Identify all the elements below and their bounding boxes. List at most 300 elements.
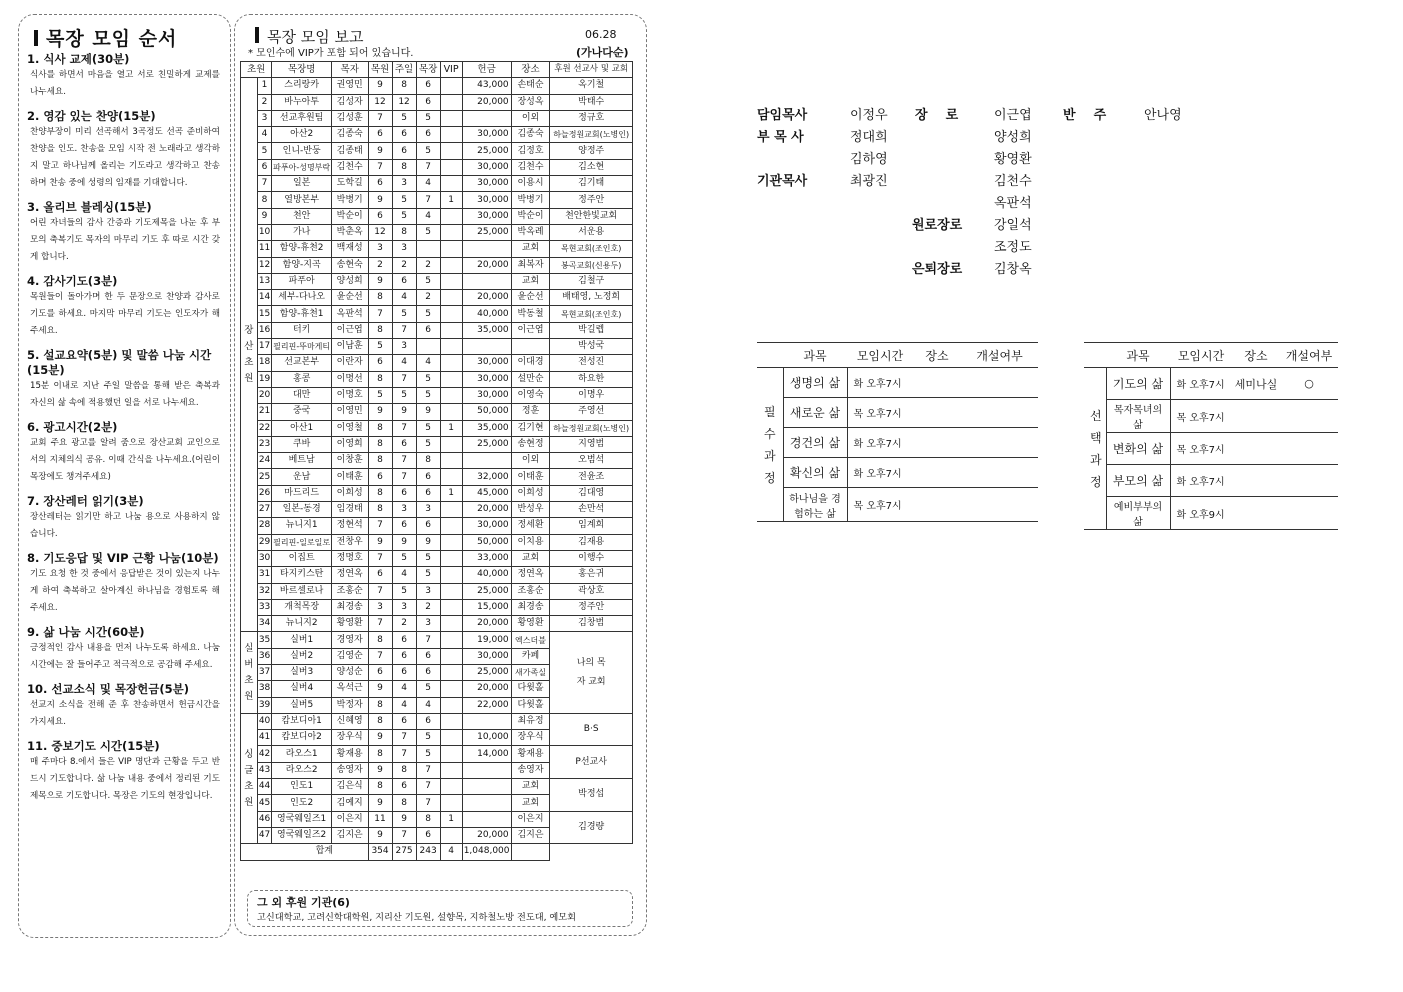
sunday-count: 7: [392, 322, 416, 338]
support-missionary: 하늘정원교회(노병인): [550, 127, 633, 143]
order-item-heading: 1. 식사 교제(30분): [27, 52, 130, 66]
course-time: 화 오후7시: [1170, 368, 1232, 400]
course-open: [961, 428, 1038, 458]
row-number: 45: [257, 795, 272, 811]
leader-name: 박정자: [331, 697, 368, 713]
members-count: 7: [368, 159, 392, 175]
mokjang-name: 실버3: [272, 664, 332, 680]
mokjang-name: 필리핀-뚜마게티: [272, 339, 332, 355]
meeting-place: 박동철: [511, 306, 550, 322]
report-row: [241, 583, 633, 599]
row-number: 11: [257, 241, 272, 257]
leader-name: 정현석: [331, 518, 368, 534]
order-item-heading: 3. 올리브 블레싱(15분): [27, 200, 152, 214]
row-number: 29: [257, 534, 272, 550]
row-number: 7: [257, 176, 272, 192]
offering-amount: 30,000: [462, 518, 511, 534]
members-count: 8: [368, 420, 392, 436]
leader-name: 이은지: [331, 811, 368, 827]
order-item: [27, 551, 220, 617]
mokjang-count: 6: [416, 469, 440, 485]
row-number: 15: [257, 306, 272, 322]
sunday-count: 8: [392, 762, 416, 778]
support-missionary: 옥기철: [550, 78, 633, 94]
report-row: [241, 94, 633, 110]
order-item-desc: 찬양부장이 미리 선곡해서 3곡정도 선곡 준비하여 찬양을 인도. 찬송을 모임 시작 전 노래라고 생각하지 말고 하나님께 올리는 기도라고 생각하고 찬송하며 찬송 중에 성령의 임재를 기대합니다.: [30, 127, 220, 188]
mokjang-name: 영국웨일즈1: [272, 811, 332, 827]
offering-amount: 43,000: [462, 78, 511, 94]
offering-amount: 20,000: [462, 681, 511, 697]
order-item-heading: 2. 영감 있는 찬양(15분): [27, 109, 156, 123]
row-number: 10: [257, 224, 272, 240]
mokjang-count: 5: [416, 306, 440, 322]
leader-name: 김종태: [331, 143, 368, 159]
mokjang-count: 6: [416, 648, 440, 664]
meeting-place: 황영환: [511, 616, 550, 632]
course-place: [913, 398, 961, 428]
vip-count: [440, 176, 462, 192]
support-missionary: 정주안: [550, 599, 633, 615]
course-header: 과목: [783, 343, 847, 368]
sunday-count: 7: [392, 453, 416, 469]
members-count: 5: [368, 387, 392, 403]
members-count: 9: [368, 534, 392, 550]
offering-amount: 40,000: [462, 306, 511, 322]
members-count: 5: [368, 339, 392, 355]
offering-amount: 20,000: [462, 502, 511, 518]
course-open: [961, 458, 1038, 488]
report-row: [241, 339, 633, 355]
total-vip: 4: [440, 844, 462, 860]
row-number: 37: [257, 664, 272, 680]
members-count: 9: [368, 404, 392, 420]
mokjang-count: 5: [416, 143, 440, 159]
support-missionary: 이행수: [550, 550, 633, 566]
leader-name: 이명호: [331, 387, 368, 403]
members-count: 12: [368, 224, 392, 240]
members-count: 9: [368, 762, 392, 778]
offering-amount: [462, 453, 511, 469]
offering-amount: 14,000: [462, 746, 511, 762]
course-header-row: [1084, 343, 1338, 368]
leader-name: 전창우: [331, 534, 368, 550]
mokjang-name: 영국웨일즈2: [272, 827, 332, 843]
mokjang-name: 세부-다나오: [272, 290, 332, 306]
order-item-desc: 장산레터는 읽기만 하고 나눔 용으로 사용하지 않습니다.: [30, 512, 220, 539]
mokjang-count: 4: [416, 355, 440, 371]
offering-amount: [462, 241, 511, 257]
meeting-place: 교회: [511, 241, 550, 257]
mokjang-name: 실버1: [272, 632, 332, 648]
members-count: 7: [368, 550, 392, 566]
course-open: [961, 368, 1038, 398]
sunday-count: 7: [392, 371, 416, 387]
staff-role: 은퇴장로: [912, 262, 963, 277]
report-header-row: [241, 62, 633, 78]
course-row: [757, 488, 1038, 522]
leader-name: 백재성: [331, 241, 368, 257]
total-mokjang: 243: [416, 844, 440, 860]
row-number: 26: [257, 485, 272, 501]
col-header: 목장명: [272, 62, 332, 78]
mokjang-count: 5: [416, 273, 440, 289]
vip-count: [440, 583, 462, 599]
report-row: [241, 322, 633, 338]
mokjang-name: 라오스1: [272, 746, 332, 762]
mokjang-name: 캄보디아2: [272, 730, 332, 746]
mokjang-count: 5: [416, 567, 440, 583]
grassland-label: 싱글초원: [241, 713, 258, 843]
meeting-place: 정훈: [511, 404, 550, 420]
offering-amount: 30,000: [462, 648, 511, 664]
sunday-count: 5: [392, 110, 416, 126]
row-number: 2: [257, 94, 272, 110]
report-row: [241, 713, 633, 729]
vip-count: [440, 762, 462, 778]
report-row: [241, 241, 633, 257]
support-missionary: 서운용: [550, 224, 633, 240]
support-missionary: 김대영: [550, 485, 633, 501]
members-count: 8: [368, 713, 392, 729]
col-header: VIP: [440, 62, 462, 78]
support-missionary: 김경량: [550, 811, 633, 844]
row-number: 32: [257, 583, 272, 599]
mokjang-count: 7: [416, 632, 440, 648]
course-row: [757, 398, 1038, 428]
members-count: 7: [368, 110, 392, 126]
mokjang-count: 7: [416, 795, 440, 811]
staff-role: 부 목 사: [757, 130, 804, 145]
course-category: 선택과정: [1084, 368, 1106, 530]
support-missionary: 하늘정원교회(노병인): [550, 420, 633, 436]
report-row: [241, 502, 633, 518]
leader-name: 황재용: [331, 746, 368, 762]
staff-name: 이정우: [850, 108, 888, 123]
sunday-count: 8: [392, 795, 416, 811]
row-number: 19: [257, 371, 272, 387]
row-number: 12: [257, 257, 272, 273]
meeting-place: 반성우: [511, 502, 550, 518]
offering-amount: [462, 762, 511, 778]
vip-count: [440, 94, 462, 110]
vip-count: [440, 110, 462, 126]
mokjang-count: 5: [416, 387, 440, 403]
mokjang-count: 5: [416, 681, 440, 697]
meeting-place: 이근엽: [511, 322, 550, 338]
course-header: 모임시간: [847, 343, 913, 368]
order-list: [27, 52, 220, 813]
mokjang-count: 3: [416, 616, 440, 632]
meeting-place: 새가족실: [511, 664, 550, 680]
staff-role: 원로장로: [912, 218, 963, 233]
vip-count: [440, 518, 462, 534]
sunday-count: 6: [392, 664, 416, 680]
leader-name: 이희성: [331, 485, 368, 501]
course-row: [1084, 368, 1338, 400]
members-count: 3: [368, 599, 392, 615]
vip-count: [440, 795, 462, 811]
sunday-count: 6: [392, 518, 416, 534]
meeting-place: 김기현: [511, 420, 550, 436]
sunday-count: 9: [392, 404, 416, 420]
mokjang-name: 천안: [272, 208, 332, 224]
mokjang-name: 홍콩: [272, 371, 332, 387]
meeting-place: 윤순선: [511, 290, 550, 306]
support-missionary: 정규호: [550, 110, 633, 126]
vip-count: [440, 713, 462, 729]
elective-course-body: [1084, 368, 1338, 530]
course-open: [961, 398, 1038, 428]
order-item-heading: 10. 선교소식 및 목장헌금(5분): [27, 682, 189, 696]
leader-name: 이근엽: [331, 322, 368, 338]
sunday-count: 3: [392, 339, 416, 355]
offering-amount: 30,000: [462, 176, 511, 192]
order-item-desc: 긍정적인 감사 내용을 먼저 나누도록 하세요. 나눔 시간에는 잘 들어주고 적극적으로 공감해 주세요.: [30, 643, 220, 670]
leader-name: 이남훈: [331, 339, 368, 355]
course-time: 화 오후7시: [1170, 465, 1232, 497]
mokjang-count: 6: [416, 127, 440, 143]
row-number: 14: [257, 290, 272, 306]
vip-count: [440, 681, 462, 697]
sunday-count: 5: [392, 583, 416, 599]
total-row: [241, 844, 633, 860]
leader-name: 김예지: [331, 795, 368, 811]
course-time: 목 오후7시: [847, 488, 913, 522]
support-missionary: 박태수: [550, 94, 633, 110]
order-item-heading: 5. 설교요약(5분) 및 말씀 나눔 시간(15분): [27, 348, 212, 377]
leader-name: 장우식: [331, 730, 368, 746]
row-number: 41: [257, 730, 272, 746]
members-count: 8: [368, 779, 392, 795]
meeting-place: 설만순: [511, 371, 550, 387]
col-header: 목원: [368, 62, 392, 78]
row-number: 4: [257, 127, 272, 143]
vip-count: [440, 322, 462, 338]
staff-name: 이근엽: [994, 108, 1032, 123]
support-missionary: 박정섭: [550, 779, 633, 812]
sunday-count: 5: [392, 208, 416, 224]
course-header: 장소: [913, 343, 961, 368]
staff-name: 황영환: [994, 152, 1032, 167]
mokjang-name: 일본: [272, 176, 332, 192]
mokjang-name: 실버5: [272, 697, 332, 713]
mokjang-name: 뉴니지1: [272, 518, 332, 534]
mokjang-count: 2: [416, 257, 440, 273]
course-header-blank: [757, 343, 783, 368]
sunday-count: 7: [392, 420, 416, 436]
mokjang-name: 아산2: [272, 127, 332, 143]
mokjang-name: 이집트: [272, 550, 332, 566]
support-missionary: 김재용: [550, 534, 633, 550]
vip-count: [440, 469, 462, 485]
meeting-place: 김천수: [511, 159, 550, 175]
report-row: [241, 485, 633, 501]
staff-name: 최광진: [850, 174, 888, 189]
row-number: 17: [257, 339, 272, 355]
mokjang-name: 인도2: [272, 795, 332, 811]
support-missionary: 박성국: [550, 339, 633, 355]
meeting-place: 최복자: [511, 257, 550, 273]
vip-count: [440, 387, 462, 403]
staff-role: 담임목사: [757, 108, 808, 123]
mokjang-name: 열방본부: [272, 192, 332, 208]
offering-amount: 50,000: [462, 404, 511, 420]
mokjang-name: 쿠바: [272, 436, 332, 452]
order-item-desc: 15분 이내로 지난 주일 말씀을 통해 받은 축복과 자신의 삶 속에 적용했던 일을 서로 나누세요.: [30, 381, 220, 408]
row-number: 23: [257, 436, 272, 452]
report-row: [241, 518, 633, 534]
report-table: [240, 61, 633, 861]
leader-name: 박춘옥: [331, 224, 368, 240]
mokjang-count: 6: [416, 78, 440, 94]
meeting-place: 김정호: [511, 143, 550, 159]
offering-amount: 30,000: [462, 355, 511, 371]
mokjang-count: 5: [416, 436, 440, 452]
vip-count: [440, 290, 462, 306]
report-row: [241, 192, 633, 208]
sunday-count: 4: [392, 697, 416, 713]
sunday-count: 7: [392, 827, 416, 843]
mokjang-name: 필리핀-일로일로: [272, 534, 332, 550]
course-row: [757, 368, 1038, 398]
leader-name: 김종숙: [331, 127, 368, 143]
course-time: 화 오후7시: [847, 458, 913, 488]
mokjang-count: 2: [416, 599, 440, 615]
offering-amount: 10,000: [462, 730, 511, 746]
course-header: 과목: [1106, 343, 1170, 368]
members-count: 8: [368, 436, 392, 452]
members-count: 7: [368, 518, 392, 534]
mokjang-count: 6: [416, 518, 440, 534]
staff-name: 조정도: [994, 240, 1032, 255]
offering-amount: 15,000: [462, 599, 511, 615]
members-count: 7: [368, 648, 392, 664]
institutions-list: 고신대학교, 고려신학대학원, 지리산 기도원, 설향목, 지하철노방 전도대, 예모회: [257, 912, 577, 923]
sunday-count: 2: [392, 257, 416, 273]
offering-amount: 30,000: [462, 371, 511, 387]
support-missionary: 홍은귀: [550, 567, 633, 583]
order-item: [27, 625, 220, 674]
mokjang-name: 뉴니지2: [272, 616, 332, 632]
mokjang-count: 9: [416, 534, 440, 550]
support-missionary: 임계희: [550, 518, 633, 534]
report-row: [241, 404, 633, 420]
vip-count: [440, 371, 462, 387]
row-number: 38: [257, 681, 272, 697]
offering-amount: 50,000: [462, 534, 511, 550]
row-number: 25: [257, 469, 272, 485]
course-row: [1084, 497, 1338, 530]
vip-count: [440, 534, 462, 550]
members-count: 9: [368, 795, 392, 811]
meeting-place: 교회: [511, 779, 550, 795]
vip-count: [440, 306, 462, 322]
vip-count: [440, 273, 462, 289]
total-empty: [550, 844, 633, 860]
support-missionary: 김철구: [550, 273, 633, 289]
sunday-count: 8: [392, 159, 416, 175]
order-item: [27, 109, 220, 192]
meeting-place: 김지은: [511, 827, 550, 843]
report-row: [241, 632, 633, 648]
report-row: [241, 127, 633, 143]
report-sort-note: (가나다순): [576, 46, 629, 59]
members-count: 6: [368, 469, 392, 485]
sunday-count: 6: [392, 779, 416, 795]
offering-amount: 19,000: [462, 632, 511, 648]
report-row: [241, 420, 633, 436]
support-missionary: 목현교회(조인호): [550, 241, 633, 257]
members-count: 11: [368, 811, 392, 827]
staff-role: 기관목사: [757, 174, 808, 189]
course-subject: 예비부부의 삶: [1106, 497, 1170, 530]
report-row: [241, 779, 633, 795]
row-number: 22: [257, 420, 272, 436]
staff-role: 반 주: [1063, 108, 1107, 123]
vip-count: [440, 632, 462, 648]
report-row: [241, 811, 633, 827]
mokjang-count: 2: [416, 290, 440, 306]
mokjang-count: 4: [416, 697, 440, 713]
course-row: [1084, 465, 1338, 497]
support-missionary: 하요한: [550, 371, 633, 387]
total-label: 합계: [241, 844, 369, 860]
course-place: [1232, 433, 1280, 465]
row-number: 16: [257, 322, 272, 338]
offering-amount: 20,000: [462, 290, 511, 306]
mokjang-name: 선교후원팀: [272, 110, 332, 126]
mokjang-count: 7: [416, 762, 440, 778]
members-count: 7: [368, 616, 392, 632]
order-item: [27, 52, 220, 101]
report-row: [241, 567, 633, 583]
offering-amount: 30,000: [462, 387, 511, 403]
mokjang-count: 4: [416, 176, 440, 192]
course-time: 화 오후7시: [847, 428, 913, 458]
row-number: 21: [257, 404, 272, 420]
course-place: [913, 458, 961, 488]
members-count: 8: [368, 290, 392, 306]
row-number: 5: [257, 143, 272, 159]
course-row: [757, 428, 1038, 458]
order-item: [27, 494, 220, 543]
report-note: * 모인수에 VIP가 포함 되어 있습니다.: [248, 48, 414, 59]
meeting-place: 송영자: [511, 762, 550, 778]
leader-name: 이란자: [331, 355, 368, 371]
col-header: 후원 선교사 및 교회: [550, 62, 633, 78]
leader-name: 정연옥: [331, 567, 368, 583]
order-item-desc: 기도 요청 한 것 중에서 응답받은 것이 있는지 나누게 하여 축복하고 살아계신 하나님을 경험토록 해주세요.: [30, 569, 220, 613]
vip-count: [440, 78, 462, 94]
order-title: 목장 모임 순서: [34, 24, 177, 51]
mokjang-count: 6: [416, 322, 440, 338]
support-missionary: 김창범: [550, 616, 633, 632]
report-row: [241, 355, 633, 371]
vip-count: 1: [440, 192, 462, 208]
support-missionary: 김기태: [550, 176, 633, 192]
required-course-table: [757, 342, 1038, 522]
report-row: [241, 208, 633, 224]
report-row: [241, 453, 633, 469]
order-item-desc: 목원들이 돌아가며 한 두 문장으로 찬양과 감사로 기도를 하세요. 마지막 마무리 기도는 인도자가 해주세요.: [30, 292, 220, 336]
members-count: 8: [368, 322, 392, 338]
row-number: 36: [257, 648, 272, 664]
meeting-place: 이영숙: [511, 387, 550, 403]
order-item-heading: 11. 중보기도 시간(15분): [27, 739, 160, 753]
report-row: [241, 78, 633, 94]
support-missionary: 지영범: [550, 436, 633, 452]
offering-amount: 25,000: [462, 436, 511, 452]
